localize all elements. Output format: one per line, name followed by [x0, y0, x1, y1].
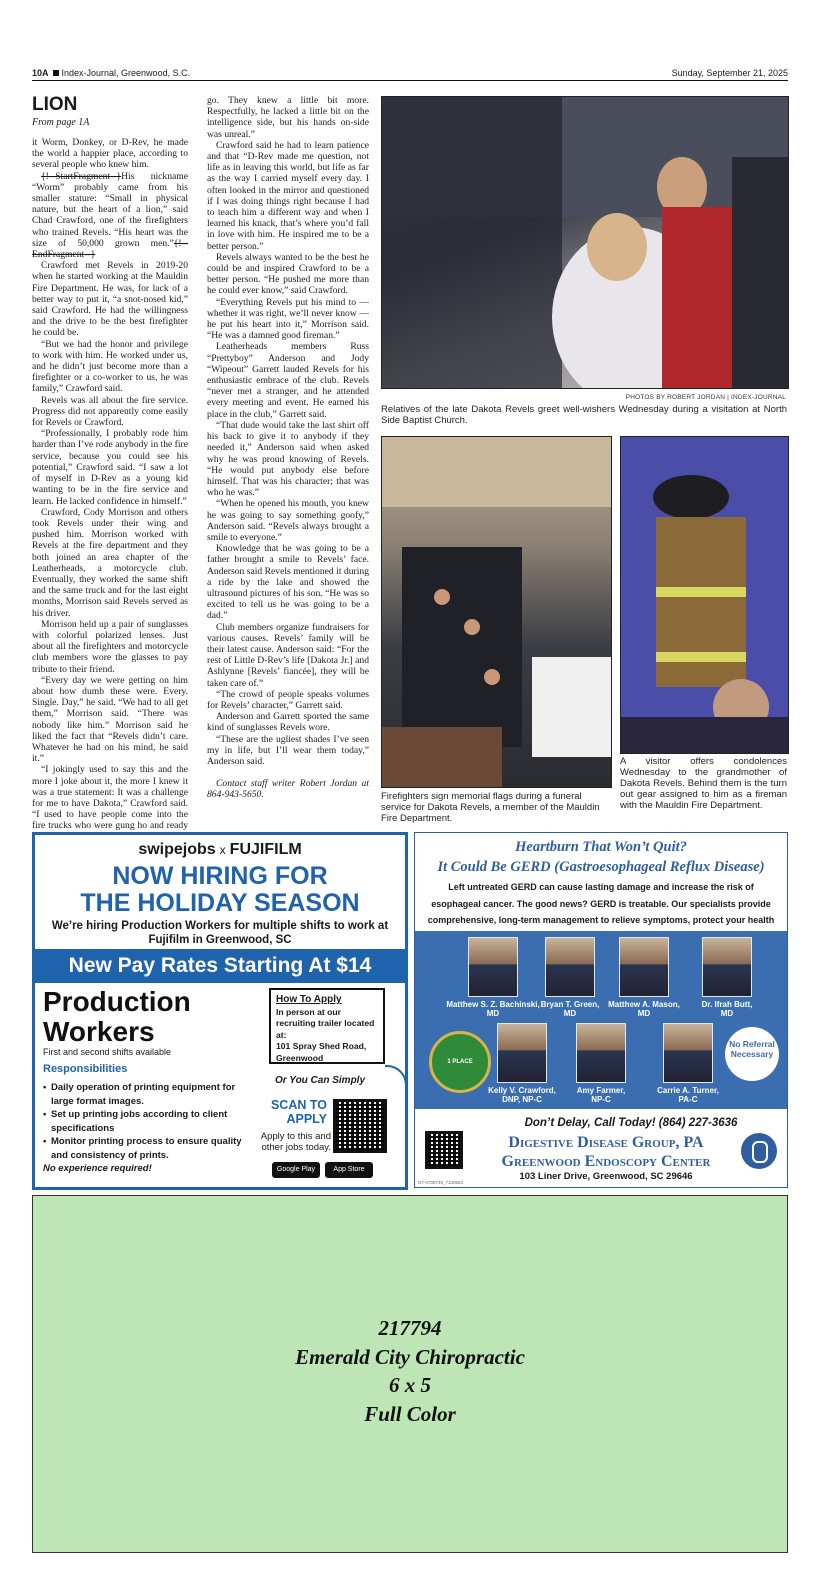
photo-firefighters-flags	[381, 436, 612, 788]
article-paragraph: “When he opened his mouth, you knew he was going to say something goofy,” Anderson said. “Revels always brought a smile to everyone.”	[207, 498, 369, 543]
how-to-apply-box: How To Apply In person at our recruiting trailer located at: 101 Spray Shed Road, Greenwood	[269, 988, 385, 1064]
qr-code-icon[interactable]	[425, 1131, 463, 1169]
doctor-photo	[702, 937, 752, 997]
photo-firefighters-flags-art	[382, 437, 611, 787]
ad-gerd-digestive[interactable]	[414, 832, 788, 1188]
doctor-card: Matthew A. Mason, MD	[599, 937, 689, 1018]
article-paragraph: “The crowd of people speaks volumes for Revels’ character,” Garrett said.	[207, 688, 369, 711]
article-paragraph: Crawford, Cody Morrison and others took Revels under their wing and pushed him. Morrison worked with Revels at the fire department and they both joined an area chapter of the Leatherheads, a motorcycle club. Eventually, they worked the same shift and the same truck and for the last eight months, Morrison said Revels served as his driver.	[32, 506, 188, 619]
list-item: • Set up printing jobs according to client specifications	[43, 1108, 243, 1135]
placeholder-text: 217794 Emerald City Chiropractic 6 x 5 Full Color	[295, 1316, 525, 1426]
article-column-1	[32, 95, 188, 843]
photo-turnout-gear	[620, 436, 789, 754]
practice-name: Digestive Disease Group, PA Greenwood Endoscopy Center	[501, 1134, 711, 1170]
article-paragraph: Knowledge that he was going to be a father brought a smile to Revels’ face. Anderson said Revels mentioned it during a ride by the lake and showed the ultrasound pictures of his son. “He was so excited to tell us he was going to be a dad.”	[207, 543, 369, 622]
doctor-photo	[619, 937, 669, 997]
ad-headline: Heartburn That Won’t Quit? It Could Be GERD (Gastroesophageal Reflux Disease)	[437, 839, 765, 875]
article-paragraph: Anderson and Garrett sported the same kind of sunglasses Revels wore.	[207, 711, 369, 734]
jump-from: From page 1A	[32, 117, 90, 128]
list-item: • Monitor printing process to ensure quality and consistency of prints.	[43, 1135, 243, 1162]
ad-headline: NOW HIRING FOR THE HOLIDAY SEASON	[80, 862, 360, 917]
or-simply-text: Or You Can Simply	[275, 1075, 366, 1086]
apply-text: Apply to this and other jobs today.	[260, 1131, 331, 1153]
ad-body: Left untreated GERD can cause lasting damage and increase the risk of esophageal cancer. The good news? GERD is treatable. Our specialists provide comprehensive, long-term management to relieve symptoms, protect your health	[427, 882, 775, 925]
ad-subhead: We’re hiring Production Workers for multiple shifts to work at Fujifilm in Greenwood, SC	[51, 920, 389, 946]
doctor-photo	[497, 1023, 547, 1083]
page-header-left	[32, 68, 190, 78]
doctor-photo	[576, 1023, 626, 1083]
doctor-card: Bryan T. Green, MD	[525, 937, 615, 1018]
article-paragraph: “I jokingly used to say this and the more I joke about it, the more I knew it was a true statement: It was a challenge for me to have Dakota,” Crawford said. “I used to have people come into the fire trucks who were gung ho and ready	[32, 764, 188, 832]
call-line[interactable]: Don’t Delay, Call Today! (864) 227-3636	[524, 1117, 738, 1129]
header-rule	[32, 80, 788, 81]
doctor-photo	[468, 937, 518, 997]
responsibilities-list	[43, 1081, 243, 1162]
article-paragraph: “Every day we were getting on him about how dumb these were. Every. Single. Day,” he said. “We had to all get them,” Morrison said. “There was nobody like him.” Morrison said he liked the fact that “Revels didn’t care. Whatever he had on his mind, he said it.”	[32, 674, 188, 765]
article-paragraph: it Worm, Donkey, or D-Rev, he made the world a happier place, according to several people who knew him.	[32, 137, 188, 171]
article-paragraph: “Everything Revels put his mind to — whether it was right, we’ll never know — he put his heart into it,” Morrison said. “He was a damned good fireman.”	[207, 296, 369, 342]
photo-credit: PHOTOS BY ROBERT JORDAN | INDEX-JOURNAL	[625, 394, 786, 401]
swipejobs-logo: swipejobs	[138, 841, 216, 858]
fujifilm-logo: FUJIFILM	[229, 841, 302, 858]
article-paragraph: Crawford said he had to learn patience and that “D-Rev made me question, not life as in leaving this world, but life as far as the way I carried myself every day. I often looked in the mirror and questioned if I was doing things right because I had to teach him a different way and when I learned his knack, that’s where you’d fall in love with him. He inspired me to be a better person.”	[207, 139, 369, 252]
doctor-photo	[545, 937, 595, 997]
award-badge: 1 PLACE	[429, 1031, 491, 1093]
ad-code: GT-0708748_7100653	[418, 1180, 464, 1185]
responsibilities-heading: Responsibilities	[43, 1063, 128, 1075]
no-experience-note: No experience required!	[43, 1163, 152, 1174]
article-paragraph: Leatherheads members Russ “Prettyboy” Anderson and Jody “Wipeout” Garrett lauded Revels for his enthusiastic embrace of the club. Revels “never met a stranger, and he attended every meeting and event. He earned his place in the club,” Garrett said.	[207, 341, 369, 420]
contact-line: Contact staff writer Robert Jordan at 864-943-5650.	[207, 778, 369, 801]
article-paragraph: “These are the ugliest shades I’ve seen my in life, but I’ll wear them today,” Anderson said.	[207, 733, 369, 767]
stomach-logo-icon	[741, 1133, 777, 1169]
article-paragraph: Revels was all about the fire service. Progress did not apparently come easily for Revels or Crawford.	[32, 394, 188, 429]
ad-logos: swipejobs x FUJIFILM	[138, 841, 302, 858]
article-paragraph: “Professionally, I probably rode him harder than I’ve rode anybody in the fire service, because you could see his potential,” Crawford said. “I saw a lot of myself in D-Rev as a young kid wanting to be in the fire service and learn. He lacked confidence in himself.”	[32, 428, 188, 507]
qr-code-icon[interactable]	[333, 1099, 387, 1153]
page-date: Sunday, September 21, 2025	[671, 68, 788, 78]
google-play-badge[interactable]: Google Play	[272, 1162, 320, 1178]
ad-fujifilm-hiring[interactable]	[32, 832, 408, 1190]
fragment-marker: {!--EndFragment--}	[32, 237, 188, 261]
no-referral-starburst: No Referral Necessary	[725, 1027, 779, 1081]
article-title: LION	[32, 94, 78, 115]
article-paragraph: Crawford met Revels in 2019-20 when he started working at the Mauldin Fire Department. He was, for lack of a better way to put it, “a snot-nosed kid,” said Crawford. He had the willingness and the drive to be the best firefighter he could be.	[32, 260, 188, 339]
doctors-panel	[415, 931, 787, 1109]
article-paragraph: go. They knew a little bit more. Respectfully, he lacked a little bit on the intelligence side, but his hands on-side was unreal.”	[207, 95, 369, 140]
doctor-card: Carrie A. Turner, PA-C	[643, 1023, 733, 1104]
square-icon	[53, 70, 59, 76]
paper-name: Index-Journal, Greenwood, S.C.	[61, 68, 191, 78]
article-paragraph: Club members organize fundraisers for various causes. Revels’ family will be their latest cause. Anderson said: “For the rest of Little D-Rev’s life [Dakota Jr.] and Ashlynne [Revels’ fiancée], they will be taken care of.”	[207, 621, 369, 689]
arrow-icon	[385, 1065, 407, 1107]
doctor-card: Dr. Ifrah Butt, MD	[685, 937, 769, 1018]
fragment-marker: {!--StartFragment--}	[41, 170, 122, 182]
doctor-card: Amy Farmer, NP-C	[561, 1023, 641, 1104]
list-item: • Daily operation of printing equipment for large format images.	[43, 1081, 243, 1108]
scan-to-apply: SCAN TO APPLY	[270, 1098, 327, 1126]
caption-main: Relatives of the late Dakota Revels greet well-wishers Wednesday during a visitation at North Side Baptist Church.	[381, 404, 787, 426]
doctor-card: Matthew S. Z. Bachinski, MD	[443, 937, 543, 1018]
caption-right: A visitor offers condolences Wednesday to the grandmother of Dakota Revels. Behind them is the turn out gear assigned to him as a fireman with the Mauldin Fire Department.	[620, 756, 787, 811]
page-number: 10A	[32, 68, 49, 78]
article-paragraph: “But we had the honor and privilege to work with him. He worked under us, and he didn’t just become more than a firefighter or a co-worker to us, he was family,” Crawford said.	[32, 338, 188, 395]
article-paragraph: “That dude would take the last shirt off his back to give it to anybody if they needed it,” Anderson said when asked why he was proud knowing of Revels. “He would put anybody else before himself. That was his character; that was who he was.”	[207, 419, 369, 499]
photo-visitation-hug-art	[382, 97, 788, 388]
doctor-photo	[663, 1023, 713, 1083]
job-title: Production Workers	[43, 986, 191, 1047]
pay-rate-band: New Pay Rates Starting At $14	[35, 949, 405, 983]
doctor-card: Kelly V. Crawford, DNP, NP-C	[477, 1023, 567, 1104]
article-paragraph: Morrison held up a pair of sunglasses with colorful polarized lenses. Just about all the firefighters and motorcycle club members wore the glasses to pay tribute to their friend.	[32, 618, 188, 675]
practice-address: 103 Liner Drive, Greenwood, SC 29646	[519, 1171, 693, 1182]
app-store-badge[interactable]: App Store	[325, 1162, 373, 1178]
article-paragraph: Revels always wanted to be the best he could be and inspired Crawford to be a better person. “He pushed me more than he could ever know,” said Crawford.	[207, 251, 369, 297]
photo-visitation-hug	[381, 96, 789, 389]
article-paragraph: {!--StartFragment--}His nickname “Worm” probably came from his smaller stature: “Small in physical nature, but the heart of a lion,” said Chad Crawford, one of the firefighters who trained Revels. “His heart was the size of 50,000 grown men.”{!--EndFragment--}	[32, 170, 188, 261]
ad-placeholder-chiropractic	[32, 1195, 788, 1553]
shifts-note: First and second shifts available	[43, 1047, 172, 1057]
photo-turnout-gear-art	[621, 437, 788, 753]
caption-left: Firefighters sign memorial flags during a funeral service for Dakota Revels, a member of the Mauldin Fire Department.	[381, 791, 600, 824]
article-column-2	[207, 95, 369, 801]
